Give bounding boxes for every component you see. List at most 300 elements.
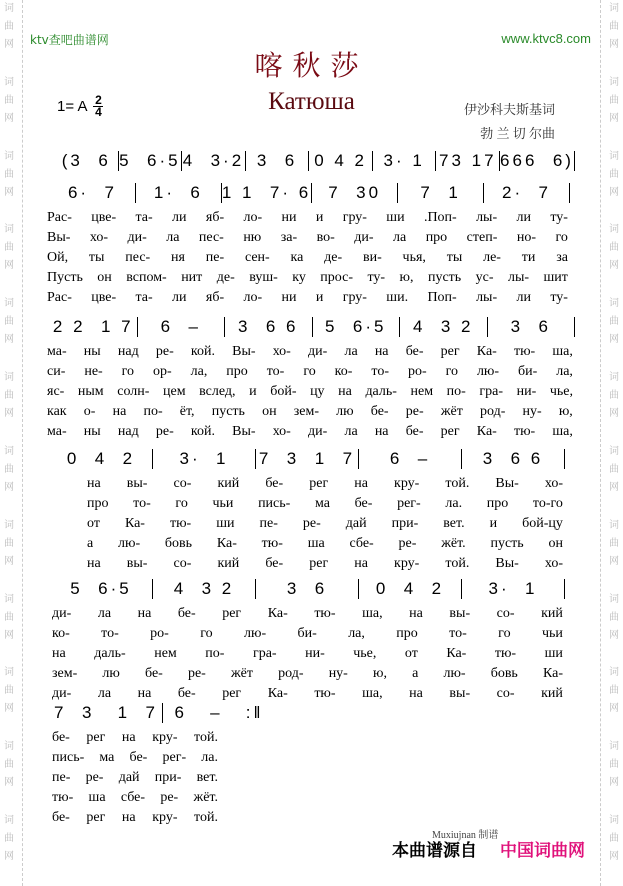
lyric-syllable: тю- — [513, 344, 536, 359]
lyric-syllable: кий — [217, 556, 240, 571]
watermark-char: 曲 — [609, 242, 619, 254]
lyric-syllable: ла — [344, 344, 358, 359]
lyric-syllable: Вы- — [47, 230, 71, 245]
measure: 6 – :‖ — [174, 703, 264, 722]
lyric-syllable: ню — [243, 230, 262, 245]
lyric-syllable: бе- — [177, 606, 196, 621]
lyric-syllable: ны — [83, 344, 101, 359]
watermark-char: 网 — [4, 481, 14, 493]
lyric-syllable: Вы- — [495, 556, 519, 571]
watermark-char: 曲 — [609, 21, 619, 32]
lyric-syllable: на — [112, 404, 127, 419]
lyric-line — [45, 208, 570, 228]
lyric-syllable: лы- — [507, 270, 530, 285]
lyric-line — [45, 248, 570, 268]
lyric-line — [50, 788, 220, 808]
lyric-syllable: даль- — [365, 384, 397, 399]
lyric-syllable: пес- — [198, 230, 224, 245]
score-system — [55, 150, 575, 172]
lyric-syllable: ша — [88, 790, 106, 805]
lyric-syllable: от — [87, 516, 100, 531]
lyric-syllable: ту- — [550, 210, 568, 225]
watermark-char: 曲 — [4, 21, 14, 32]
lyric-syllable: ди- — [354, 230, 374, 245]
lyric-syllable: бовь — [164, 536, 193, 551]
lyric-syllable: сен- — [244, 250, 270, 265]
lyric-syllable: чьи — [212, 496, 234, 511]
watermark-char: 曲 — [609, 463, 619, 475]
watermark-char: 曲 — [609, 316, 619, 328]
lyric-syllable: и — [315, 290, 324, 305]
lyric-syllable: Ка- — [267, 686, 288, 701]
measure: 0 4 2 — [66, 449, 136, 468]
watermark-char: 网 — [4, 703, 14, 715]
lyric-syllable: на — [121, 730, 136, 745]
lyric-syllable: ле- — [483, 250, 501, 265]
watermark-char: 曲 — [609, 611, 619, 623]
lyric-syllable: ус- — [475, 270, 494, 285]
watermark-char: 曲 — [4, 537, 14, 549]
lyric-syllable: по- — [446, 384, 466, 399]
watermark-char: 曲 — [4, 685, 14, 697]
lyric-syllable: рег- — [162, 750, 187, 765]
lyric-syllable: то- — [449, 626, 467, 641]
lyric-syllable: со- — [496, 686, 515, 701]
lyric-syllable: цу — [310, 384, 325, 399]
lyric-syllable: ла, — [190, 364, 208, 379]
left-border — [22, 0, 23, 886]
lyric-syllable: на — [137, 606, 152, 621]
lyric-syllable: вы- — [126, 556, 148, 571]
lyric-syllable: ни- — [305, 646, 325, 661]
composer: 勃 兰 切 尔曲 — [480, 126, 555, 141]
watermark-char: 网 — [4, 777, 14, 789]
lyric-syllable: рег — [309, 476, 329, 491]
lyric-syllable: вет. — [443, 516, 465, 531]
measure: 3· 1 — [179, 449, 229, 468]
lyric-syllable: кру- — [394, 556, 420, 571]
measure: 2· 7 — [502, 183, 552, 202]
lyric-syllable: он — [262, 404, 277, 419]
lyric-syllable: би- — [297, 626, 317, 641]
maker-credit: Muxiujnan 制谱 — [432, 830, 499, 841]
lyric-syllable: го — [498, 626, 511, 641]
watermark-char: 曲 — [609, 168, 619, 180]
lyric-syllable: он — [548, 536, 563, 551]
lyric-syllable: Поп- — [427, 290, 457, 305]
watermark-char: 词 — [4, 150, 14, 162]
measure: 3 6 6 — [482, 449, 544, 468]
lyric-syllable: би- — [518, 364, 538, 379]
watermark-char: 词 — [4, 445, 14, 457]
measure: 6 – — [389, 449, 431, 468]
lyric-syllable: бе- — [354, 496, 373, 511]
lyric-syllable: той. — [194, 810, 218, 825]
lyric-syllable: дай — [118, 770, 140, 785]
lyric-syllable: ка — [290, 250, 304, 265]
notation-line — [50, 448, 565, 470]
lyric-syllable: ту- — [550, 290, 568, 305]
lyric-syllable: кру- — [394, 476, 420, 491]
lyric-syllable: чье, — [353, 646, 377, 661]
lyric-syllable: над — [117, 344, 139, 359]
lyric-syllable: на — [137, 686, 152, 701]
lyric-syllable: гра- — [252, 646, 277, 661]
lyric-syllable: сбе- — [120, 790, 146, 805]
watermark-char: 网 — [609, 334, 619, 346]
lyric-line — [45, 288, 570, 308]
lyric-syllable: Вы- — [232, 344, 256, 359]
lyric-line — [85, 554, 565, 574]
watermark-char: 曲 — [609, 685, 619, 697]
notation-line — [50, 702, 275, 724]
lyric-line — [50, 768, 220, 788]
watermark-char: 网 — [4, 851, 14, 863]
score-system — [47, 316, 575, 442]
lyric-syllable: Пусть — [47, 270, 83, 285]
lyric-syllable: прос- — [320, 270, 354, 285]
lyric-syllable: ли — [516, 290, 531, 305]
lyric-syllable: бе- — [129, 750, 148, 765]
lyric-syllable: ёт, — [179, 404, 195, 419]
lyric-syllable: ши — [544, 646, 563, 661]
lyric-syllable: то-го — [532, 496, 563, 511]
lyric-syllable: не- — [84, 364, 103, 379]
score-system — [50, 578, 565, 704]
lyric-syllable: ла, — [348, 626, 365, 641]
lyric-syllable: за- — [280, 230, 298, 245]
lyric-syllable: ку — [292, 270, 306, 285]
lyric-syllable: ро- — [150, 626, 169, 641]
watermark-char: 网 — [609, 481, 619, 493]
lyric-syllable: бе- — [370, 404, 389, 419]
bar-line — [564, 579, 565, 599]
lyric-line — [85, 474, 565, 494]
lyric-syllable: жёт — [231, 666, 254, 681]
lyric-syllable: ре- — [155, 424, 174, 439]
measure: 5 6·5 — [70, 579, 132, 598]
lyric-syllable: лю- — [244, 626, 267, 641]
measure: 0 4 2 — [375, 579, 445, 598]
watermark-char: 词 — [609, 372, 619, 384]
lyric-syllable: лы- — [476, 290, 498, 305]
lyric-syllable: пись- — [52, 750, 85, 765]
bar-line — [574, 317, 575, 337]
lyric-line — [45, 228, 570, 248]
lyric-syllable: лю- — [118, 536, 141, 551]
watermark-char: 网 — [609, 408, 619, 420]
lyric-syllable: ла — [97, 686, 112, 701]
lyric-syllable: ма — [314, 496, 330, 511]
lyric-syllable: жёт — [440, 404, 463, 419]
lyric-syllable: про — [486, 496, 509, 511]
lyric-syllable: вслед, — [199, 384, 236, 399]
watermark-char: 网 — [4, 555, 14, 567]
lyric-syllable: гру- — [342, 290, 367, 305]
lyric-syllable: зем- — [52, 666, 78, 681]
key: 1= A — [57, 98, 88, 115]
lyric-syllable: Ка- — [267, 606, 288, 621]
watermark-char: 曲 — [4, 168, 14, 180]
lyric-syllable: си- — [47, 364, 66, 379]
lyric-syllable: ре- — [155, 344, 174, 359]
lyric-syllable: тю- — [314, 686, 336, 701]
watermark-char: 词 — [609, 224, 619, 236]
lyric-syllable: тю- — [494, 646, 517, 661]
lyric-syllable: то- — [133, 496, 151, 511]
lyric-syllable: нем — [410, 384, 434, 399]
lyric-syllable: пе- — [259, 516, 278, 531]
lyric-syllable: про — [87, 496, 109, 511]
lyric-syllable: при- — [391, 516, 419, 531]
lyric-syllable: цве- — [91, 290, 117, 305]
lyric-syllable: ши — [216, 516, 235, 531]
lyric-syllable: ю, — [372, 666, 387, 681]
lyric-line — [45, 362, 575, 382]
lyric-syllable: ко- — [52, 626, 70, 641]
lyric-syllable: чья, — [402, 250, 426, 265]
lyric-syllable: рег — [309, 556, 329, 571]
watermark-char: 词 — [609, 741, 619, 753]
score-system — [50, 448, 565, 574]
credits — [455, 98, 555, 146]
watermark-char: 曲 — [4, 463, 14, 475]
measure: 7 30 — [328, 183, 382, 202]
lyric-syllable: на — [121, 810, 136, 825]
lyric-syllable: лю- — [443, 666, 466, 681]
lyric-syllable: ни- — [516, 384, 537, 399]
lyric-syllable: бе- — [145, 666, 163, 681]
lyric-syllable: вы- — [126, 476, 148, 491]
watermark-char: 词 — [4, 3, 14, 14]
lyric-syllable: тю- — [314, 606, 336, 621]
lyric-syllable: то- — [371, 364, 389, 379]
lyric-syllable: от — [404, 646, 418, 661]
lyric-syllable: жёт. — [441, 536, 466, 551]
lyric-line — [50, 808, 220, 828]
lyric-syllable: Ой, — [47, 250, 69, 265]
watermark-char: 词 — [4, 76, 14, 88]
lyric-syllable: то- — [266, 364, 285, 379]
lyric-syllable: рег — [86, 730, 106, 745]
lyric-syllable: хо- — [544, 556, 563, 571]
lyric-syllable: Ка- — [124, 516, 145, 531]
lyric-line — [50, 748, 220, 768]
lyric-syllable: ну- — [522, 404, 542, 419]
lyric-line — [45, 402, 575, 422]
lyric-syllable: ла. — [201, 750, 218, 765]
watermark-char: 词 — [4, 519, 14, 531]
watermark-char: 网 — [4, 629, 14, 641]
lyric-syllable: вы- — [449, 686, 471, 701]
lyric-syllable: Вы- — [232, 424, 256, 439]
lyric-syllable: шит — [543, 270, 568, 285]
lyric-syllable: та- — [135, 210, 153, 225]
watermark-char: 网 — [609, 260, 619, 272]
lyric-syllable: ла — [344, 424, 358, 439]
lyric-syllable: ре- — [302, 516, 321, 531]
watermark-char: 网 — [609, 112, 619, 124]
lyric-syllable: та- — [135, 290, 153, 305]
site-name: ktv查吧曲谱网 — [30, 33, 109, 47]
lyric-syllable: солн- — [117, 384, 150, 399]
lyric-syllable: нем — [154, 646, 177, 661]
watermark-char: 网 — [609, 703, 619, 715]
lyric-syllable: Ка- — [216, 536, 237, 551]
lyric-syllable: кий — [541, 686, 563, 701]
lyric-syllable: ю, — [399, 270, 414, 285]
watermark-char: 词 — [4, 298, 14, 310]
lyric-line — [45, 422, 575, 442]
notation-line — [50, 316, 575, 338]
lyric-syllable: бе- — [265, 556, 284, 571]
lyric-syllable: Ка- — [476, 424, 497, 439]
watermark-char: 曲 — [609, 94, 619, 106]
watermark-char: 词 — [609, 150, 619, 162]
lyric-syllable: на — [374, 344, 389, 359]
lyric-syllable: ну- — [328, 666, 348, 681]
lyric-syllable: пусть — [427, 270, 462, 285]
lyric-syllable: ни — [281, 210, 297, 225]
measure: 0 4 2 — [314, 151, 367, 170]
lyric-syllable: ла — [393, 230, 407, 245]
lyric-syllable: и — [315, 210, 324, 225]
watermark-char: 曲 — [4, 759, 14, 771]
lyric-syllable: тю- — [169, 516, 192, 531]
lyric-syllable: о- — [83, 404, 96, 419]
lyric-syllable: ор- — [153, 364, 172, 379]
lyric-syllable: пе- — [52, 770, 71, 785]
lyric-syllable: во- — [316, 230, 335, 245]
lyric-syllable: кий — [217, 476, 240, 491]
lyric-syllable: го — [303, 364, 316, 379]
lyric-line — [45, 342, 575, 362]
lyric-syllable: ша — [307, 536, 325, 551]
lyric-syllable: и — [249, 384, 257, 399]
song-title: 喀秋莎 — [254, 49, 369, 82]
lyric-syllable: лю- — [476, 364, 500, 379]
lyric-syllable: пись- — [258, 496, 291, 511]
lyric-syllable: ша, — [362, 686, 383, 701]
watermark-char: 词 — [609, 76, 619, 88]
lyric-line — [50, 728, 220, 748]
lyric-syllable: на — [354, 476, 368, 491]
lyric-syllable: ре- — [405, 404, 424, 419]
measure: 1 1 7· 6 — [221, 183, 312, 202]
measure: 2 2 1 7 — [52, 317, 134, 336]
lyric-syllable: гра- — [479, 384, 504, 399]
lyric-syllable: бой-цу — [522, 516, 563, 531]
lyric-syllable: род- — [479, 404, 506, 419]
watermark-char: 词 — [4, 815, 14, 827]
lyric-syllable: над — [117, 424, 139, 439]
lyric-syllable: вспом- — [126, 270, 167, 285]
watermark-char: 词 — [4, 224, 14, 236]
measure: 6· 7 — [67, 183, 117, 202]
measure: 3 6 — [286, 579, 328, 598]
watermark-char: 曲 — [4, 242, 14, 254]
watermark-char: 网 — [4, 408, 14, 420]
lyric-syllable: яб- — [205, 290, 225, 305]
notation-line — [55, 150, 575, 172]
watermark-char: 网 — [4, 112, 14, 124]
lyric-syllable: он — [97, 270, 112, 285]
watermark-char: 曲 — [609, 759, 619, 771]
lyric-syllable: бе- — [265, 476, 284, 491]
lyric-syllable: хо- — [272, 424, 291, 439]
measure: 3· 1 — [383, 151, 425, 170]
measure: 3 6 — [256, 151, 298, 170]
lyric-line — [85, 534, 565, 554]
lyric-syllable: ко- — [334, 364, 353, 379]
lyric-syllable: тю- — [261, 536, 283, 551]
lyric-syllable: бе- — [52, 730, 70, 745]
lyric-syllable: той. — [445, 476, 470, 491]
measure: 3· 1 — [488, 579, 538, 598]
lyric-syllable: той. — [194, 730, 218, 745]
lyric-syllable: ла, — [556, 364, 573, 379]
lyric-syllable: де- — [216, 270, 235, 285]
lyric-syllable: кой. — [190, 344, 215, 359]
watermark-char: 曲 — [4, 390, 14, 402]
watermark-char: 网 — [609, 629, 619, 641]
left-watermark — [2, 0, 16, 886]
lyric-syllable: вуш- — [249, 270, 278, 285]
lyric-syllable: сбе- — [349, 536, 374, 551]
lyric-syllable: ша, — [552, 344, 573, 359]
lyric-syllable: а — [87, 536, 94, 551]
lyric-syllable: Ка- — [542, 666, 563, 681]
measure: 1· 6 — [153, 183, 203, 202]
lyric-syllable: а — [412, 666, 419, 681]
lyric-syllable: ту- — [367, 270, 386, 285]
measure: 7 1 — [420, 183, 461, 202]
lyric-syllable: бовь — [490, 666, 518, 681]
watermark-char: 词 — [4, 667, 14, 679]
song-subtitle: Катюша — [268, 88, 355, 115]
lyric-syllable: даль- — [94, 646, 126, 661]
lyric-syllable: на — [338, 384, 352, 399]
lyric-line — [50, 604, 565, 624]
lyric-syllable: лы- — [476, 210, 498, 225]
notation-line — [50, 182, 570, 204]
watermark-char: 网 — [609, 555, 619, 567]
lyric-line — [45, 268, 570, 288]
lyric-syllable: со- — [496, 606, 515, 621]
lyric-syllable: нит — [181, 270, 203, 285]
right-watermark — [607, 0, 621, 886]
lyric-syllable: рег — [440, 424, 460, 439]
watermark-char: 网 — [609, 777, 619, 789]
lyric-syllable: ти — [521, 250, 536, 265]
lyric-syllable: ре- — [160, 790, 179, 805]
lyric-syllable: яб- — [205, 210, 225, 225]
watermark-char: 词 — [4, 593, 14, 605]
lyric-syllable: рег — [440, 344, 460, 359]
lyric-syllable: ша, — [552, 424, 573, 439]
lyric-syllable: род- — [278, 666, 304, 681]
lyric-syllable: Рас- — [47, 290, 72, 305]
lyric-syllable: ши. — [386, 290, 409, 305]
lyric-syllable: ты — [446, 250, 463, 265]
lyric-syllable: го — [200, 626, 213, 641]
lyric-syllable: то- — [101, 626, 119, 641]
right-border — [600, 0, 601, 886]
watermark-char: 曲 — [609, 390, 619, 402]
lyric-syllable: тю- — [52, 790, 74, 805]
lyric-syllable: ны — [83, 424, 101, 439]
lyric-syllable: за — [556, 250, 568, 265]
